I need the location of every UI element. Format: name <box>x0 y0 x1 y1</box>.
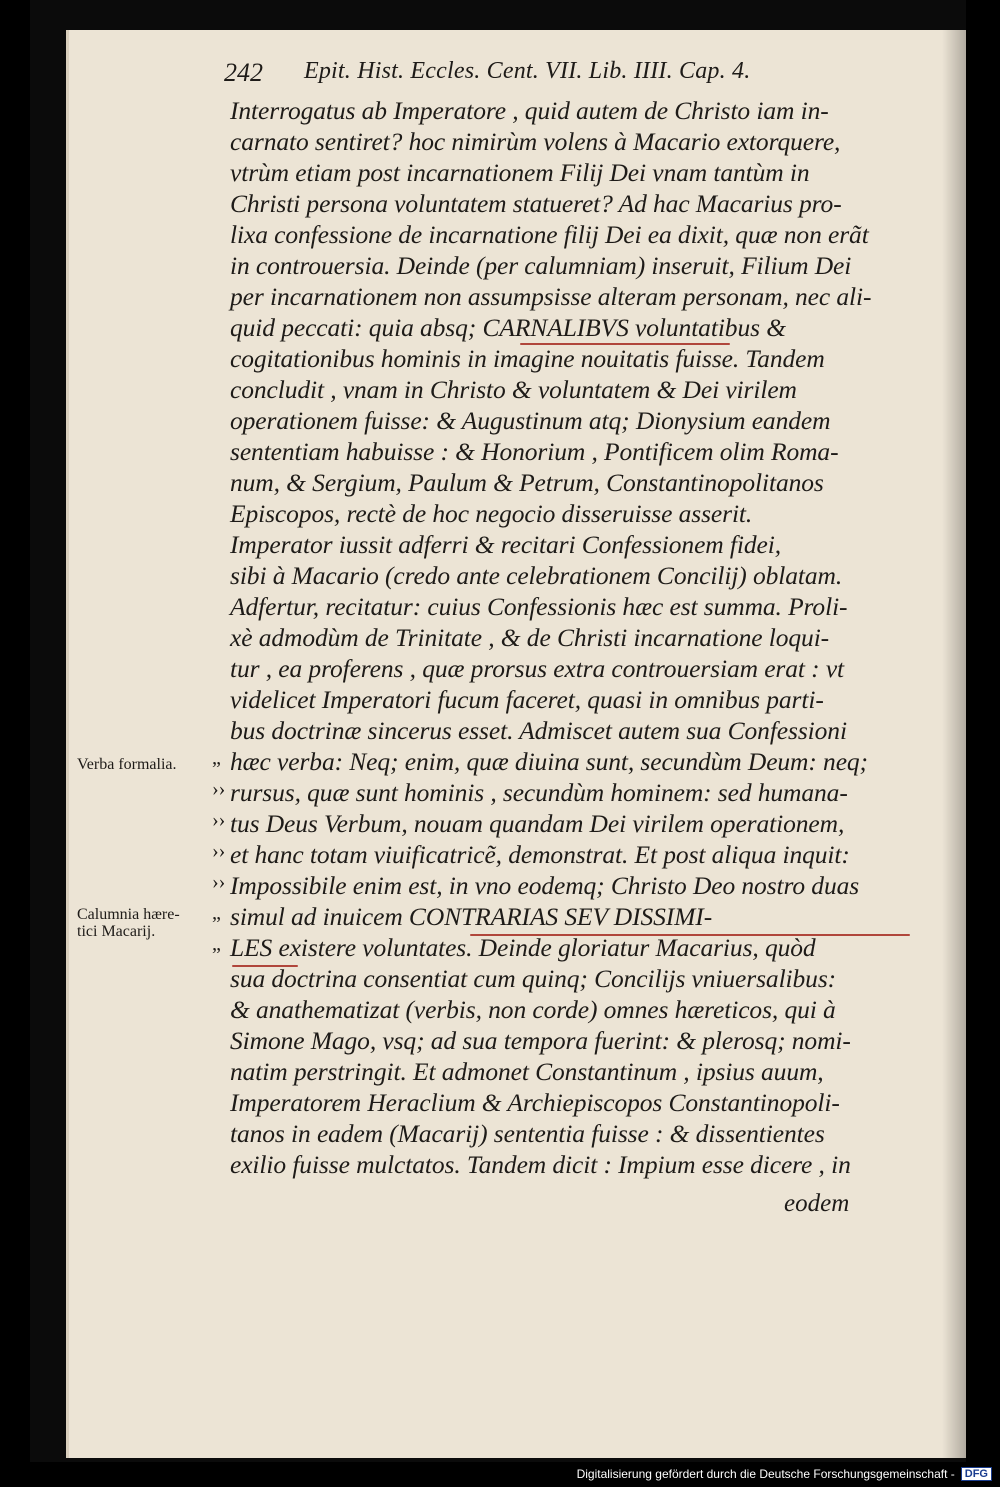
text-line: Episcopos, rectè de hoc negocio disseruisse asserit. <box>230 499 753 528</box>
text-line: Simone Mago, vsq; ad sua tempora fuerint: & plerosq; nomi- <box>230 1026 851 1055</box>
text-line: hæc verba: Neq; enim, quæ diuina sunt, secundùm Deum: neq; <box>230 747 868 776</box>
red-underline <box>232 965 298 967</box>
text-line: videlicet Imperatori fucum faceret, quasi in omnibus parti- <box>230 685 824 714</box>
dfg-logo-icon[interactable]: DFG <box>961 1467 992 1481</box>
marginal-note: Calumnia hære- <box>77 906 180 923</box>
marginal-note: Verba formalia. <box>77 756 177 773</box>
red-underline <box>520 343 730 345</box>
text-line: tanos in eadem (Macarij) sententia fuisse : & dissentientes <box>230 1119 825 1148</box>
text-line: tus Deus Verbum, nouam quandam Dei virilem operationem, <box>230 809 845 838</box>
text-line: simul ad inuicem CONTRARIAS SEV DISSIMI- <box>230 902 713 931</box>
page-header <box>224 52 794 92</box>
text-line: Impossibile enim est, in vno eodemq; Christo Deo nostro duas <box>230 871 860 900</box>
text-line: lixa confessione de incarnatione filij Dei ea dixit, quæ non erãt <box>230 220 869 249</box>
text-line: in controuersia. Deinde (per calumniam) inseruit, Filium Dei <box>230 251 852 280</box>
page-number: 242 <box>224 58 263 87</box>
text-line: carnato sentiret? hoc nimirùm volens à Macario extorquere, <box>230 127 841 156</box>
text-line: exilio fuisse mulctatos. Tandem dicit : Impium esse dicere , in <box>230 1150 851 1179</box>
quote-mark: „ <box>212 902 221 924</box>
text-line: bus doctrinæ sincerus esset. Admiscet autem sua Confessioni <box>230 716 847 745</box>
red-underline <box>470 934 910 936</box>
text-line: concludit , vnam in Christo & voluntatem & Dei virilem <box>230 375 797 404</box>
quote-mark: „ <box>212 933 221 955</box>
text-line: operationem fuisse: & Augustinum atq; Dionysium eandem <box>230 406 831 435</box>
footer-credit: Digitalisierung gefördert durch die Deutsche Forschungsgemeinschaft - <box>576 1467 955 1481</box>
digitization-footer <box>577 1465 992 1483</box>
text-line: & anathematizat (verbis, non corde) omnes hæreticos, qui à <box>230 995 836 1024</box>
gutter-shadow <box>942 30 966 1458</box>
text-line: tur , ea proferens , quæ prorsus extra controuersiam erat : vt <box>230 654 845 683</box>
quote-mark: ›› <box>212 809 226 831</box>
text-line: Adfertur, recitatur: cuius Confessionis hæc est summa. Proli- <box>230 592 848 621</box>
text-line: xè admodùm de Trinitate , & de Christi incarnatione loqui- <box>230 623 830 652</box>
text-line: rursus, quæ sunt hominis , secundùm hominem: sed humana- <box>230 778 848 807</box>
text-line: sententiam habuisse : & Honorium , Pontificem olim Roma- <box>230 437 839 466</box>
running-head: Epit. Hist. Eccles. Cent. VII. Lib. IIII. Cap. 4. <box>304 58 751 84</box>
text-line: Christi persona voluntatem statueret? Ad hac Macarius pro- <box>230 189 842 218</box>
marginal-note: tici Macarij. <box>77 923 156 940</box>
text-line: cogitationibus hominis in imagine nouitatis fuisse. Tandem <box>230 344 825 373</box>
text-line: quid peccati: quia absq; CARNALIBVS voluntatibus & <box>230 313 786 342</box>
catchword: eodem <box>784 1190 850 1217</box>
text-line: Imperatorem Heraclium & Archiepiscopos Constantinopoli- <box>230 1088 840 1117</box>
quote-mark: „ <box>212 747 221 769</box>
quote-mark: ›› <box>212 840 226 862</box>
text-line: num, & Sergium, Paulum & Petrum, Constantinopolitanos <box>230 468 824 497</box>
quote-mark: ›› <box>212 778 226 800</box>
text-line: Interrogatus ab Imperatore , quid autem de Christo iam in- <box>230 96 829 125</box>
text-line: per incarnationem non assumpsisse alteram personam, nec ali- <box>230 282 872 311</box>
text-line: sibi à Macario (credo ante celebrationem Concilij) oblatam. <box>230 561 843 590</box>
text-line: sua doctrina consentiat cum quinq; Concilijs vniuersalibus: <box>230 964 837 993</box>
text-line: Imperator iussit adferri & recitari Confessionem fidei, <box>230 530 781 559</box>
text-line: natim perstringit. Et admonet Constantinum , ipsius auum, <box>230 1057 824 1086</box>
quote-mark: ›› <box>212 871 226 893</box>
text-line: LES existere voluntates. Deinde gloriatur Macarius, quòd <box>230 933 816 962</box>
text-line: vtrùm etiam post incarnationem Filij Dei vnam tantùm in <box>230 158 810 187</box>
text-line: et hanc totam viuificatricẽ, demonstrat. Et post aliqua inquit: <box>230 840 850 869</box>
